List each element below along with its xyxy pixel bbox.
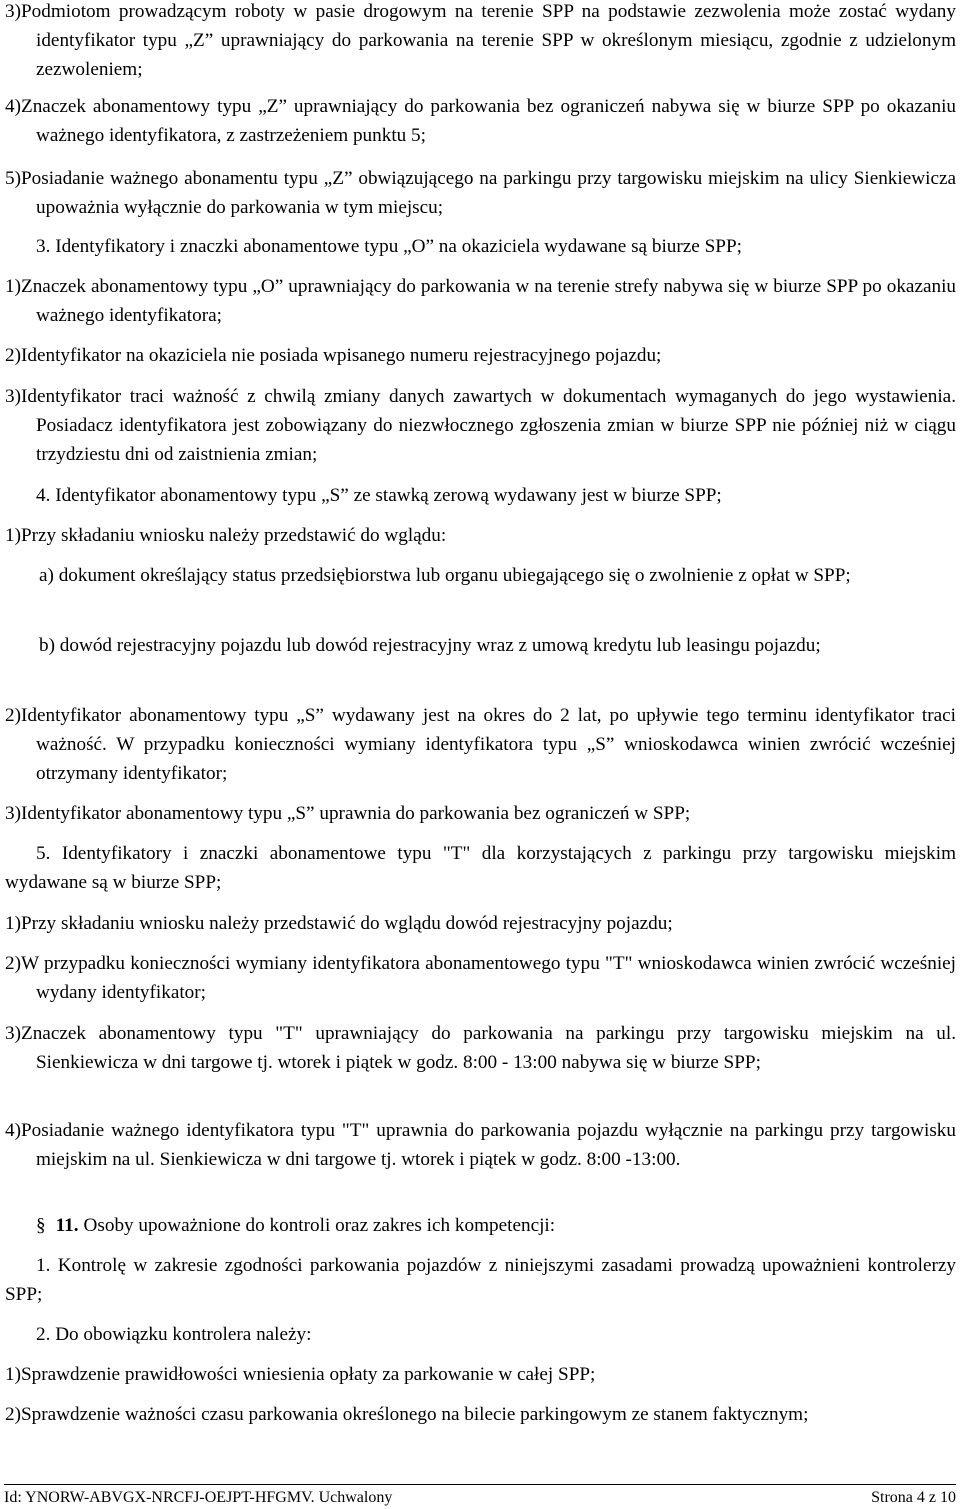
paragraph-4-identyfikator-t: 4)Posiadanie ważnego identyfikatora typu "T" uprawnia do parkowania pojazdu wyłącznie na parkingu przy targowisku miejskim na ul. Sienkiewicza w dni targowe tj. wtorek i piątek w godz. 8:00 -13:00. (5, 1120, 956, 1170)
page-footer (4, 1487, 956, 1509)
paragraph-1-znaczek-o: 1)Znaczek abonamentowy typu „O” uprawniający do parkowania w na terenie strefy nabywa się w biurze SPP po okazaniu ważnego identyfikatora; (5, 276, 956, 326)
section-point-1: 1. Kontrolę w zakresie zgodności parkowania pojazdów z niniejszymi zasadami prowadzą upoważnieni kontrolerzy SPP; (5, 1255, 956, 1305)
paragraph-3-uprawnia-s: 3)Identyfikator abonamentowy typu „S” uprawnia do parkowania bez ograniczeń w SPP; (5, 803, 691, 824)
page-number: Strona 4 z 10 (871, 1489, 956, 1506)
paragraph-1-wniosek-s: 1)Przy składaniu wniosku należy przedstawić do wglądu: (5, 525, 447, 546)
paragraph-3-znaczek-t: 3)Znaczek abonamentowy typu "T" uprawniający do parkowania na parkingu przy targowisku miejskim na ul. Sienkiewicza w dni targowe tj. wtorek i piątek w godz. 8:00 - 13:00 nabywa się w biurze SPP; (5, 1023, 956, 1073)
point-4-heading: 4. Identyfikator abonamentowy typu „S” ze stawką zerową wydawany jest w biurze SPP; (36, 485, 722, 506)
point-5-heading: 5. Identyfikatory i znaczki abonamentowe typu "T" dla korzystających z parkingu przy targowisku miejskim wydawane są w biurze SPP; (5, 843, 956, 893)
paragraph-1-wniosek-t: 1)Przy składaniu wniosku należy przedstawić do wglądu dowód rejestracyjny pojazdu; (5, 913, 673, 934)
paragraph-3-traci-waznosc: 3)Identyfikator traci ważność z chwilą zmiany danych zawartych w dokumentach wymaganych do jego wystawienia. Posiadacz identyfikatora jest zobowiązany do niezwłocznego zgłoszenia zmian w biurze SPP nie później niż w ciągu trzydziestu dni od zaistnienia zmian; (5, 386, 956, 465)
item-b-dowod: b) dowód rejestracyjny pojazdu lub dowód rejestracyjny wraz z umową kredytu lub leasingu pojazdu; (39, 635, 821, 656)
paragraph-4-znaczek-z: 4)Znaczek abonamentowy typu „Z” uprawniający do parkowania bez ograniczeń nabywa się w biurze SPP po okazaniu ważnego identyfikatora, z zastrzeżeniem punktu 5; (5, 96, 956, 146)
paragraph-3-zezwolenie-z: 3)Podmiotom prowadzącym roboty w pasie drogowym na terenie SPP na podstawie zezwolenia może zostać wydany identyfikator typu „Z” uprawniający do parkowania na terenie SPP w określonym miesiącu, zgodnie z udzielonym zezwoleniem; (5, 1, 956, 80)
section-point-2: 2. Do obowiązku kontrolera należy: (36, 1324, 312, 1345)
section-symbol: § (36, 1215, 46, 1236)
paragraph-2-wymiana-t: 2)W przypadku konieczności wymiany identyfikatora abonamentowego typu "T" wnioskodawca winien zwrócić wcześniej wydany identyfikator; (5, 953, 956, 1003)
footer-divider (4, 1484, 956, 1485)
paragraph-2-identyfikator-okaziciela: 2)Identyfikator na okaziciela nie posiada wpisanego numeru rejestracyjnego pojazdu; (5, 345, 662, 366)
section-paragraph-2-sprawdzenie-czasu: 2)Sprawdzenie ważności czasu parkowania określonego na bilecie parkingowym ze stanem faktycznym; (5, 1404, 809, 1425)
paragraph-5-abonament-z: 5)Posiadanie ważnego abonamentu typu „Z” obwiązującego na parkingu przy targowisku miejskim na ulicy Sienkiewicza upoważnia wyłącznie do parkowania w tym miejscu; (5, 168, 956, 218)
item-a-dokument: a) dokument określający status przedsiębiorstwa lub organu ubiegającego się o zwolnienie z opłat w SPP; (39, 565, 851, 586)
section-number: 11. (55, 1215, 79, 1236)
document-id: Id: YNORW-ABVGX-NRCFJ-OEJPT-HFGMV. Uchwalony (4, 1489, 393, 1506)
section-paragraph-1-sprawdzenie-oplaty: 1)Sprawdzenie prawidłowości wniesienia opłaty za parkowanie w całej SPP; (5, 1364, 596, 1385)
paragraph-2-identyfikator-s: 2)Identyfikator abonamentowy typu „S” wydawany jest na okres do 2 lat, po upływie tego terminu identyfikator traci ważność. W przypadku konieczności wymiany identyfikatora typu „S” wnioskodawca winien zwrócić wcześniej otrzymany identyfikator; (5, 705, 956, 784)
section-11-heading (36, 1211, 555, 1240)
point-3-heading: 3. Identyfikatory i znaczki abonamentowe typu „O” na okaziciela wydawane są biurze SPP; (36, 236, 742, 257)
section-title: Osoby upoważnione do kontroli oraz zakres ich kompetencji: (83, 1215, 556, 1236)
